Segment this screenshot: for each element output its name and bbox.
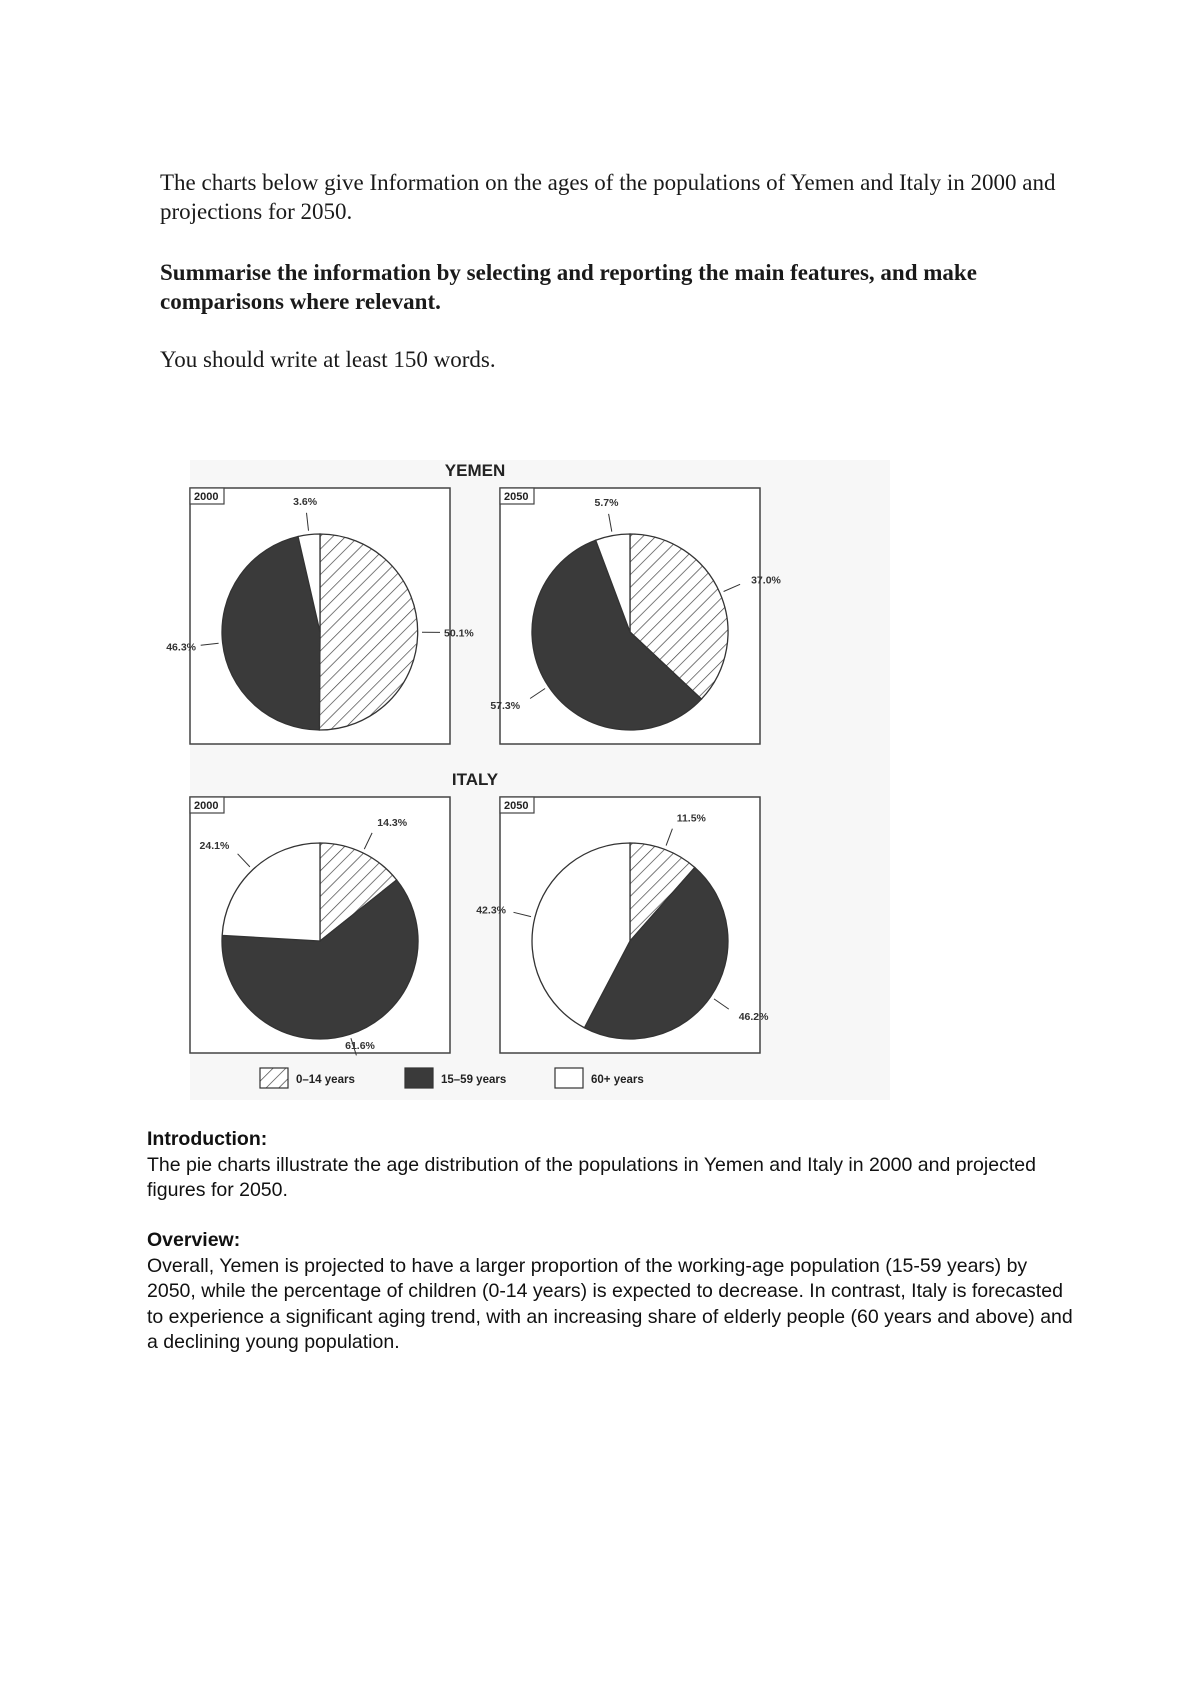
data-label-0-14-years: 37.0% — [751, 574, 781, 587]
data-label-15-59-years: 46.3% — [166, 641, 196, 654]
panel-year-label: 2050 — [504, 800, 529, 812]
pie-panel-italy-2000 — [190, 797, 450, 1055]
legend-swatch — [405, 1068, 433, 1088]
chart-group-title-yemen: YEMEN — [444, 461, 506, 480]
pie-panel-italy-2050 — [476, 797, 769, 1053]
legend-item-60-years — [555, 1068, 644, 1088]
overview-paragraph: Overall, Yemen is projected to have a larger proportion of the working-age population (15-59 years) by 2050, while the percentage of children (0-14 years) is expected to decrease. In contrast, Italy is forecasted to experience a significant aging trend, with an increasing share of elderly people (60 years and above) and a declining young population. — [147, 1254, 1073, 1353]
panel-year-label: 2050 — [504, 491, 529, 503]
data-label-0-14-years: 11.5% — [676, 812, 706, 825]
legend-swatch — [555, 1068, 583, 1088]
task-instruction-text: Summarise the information by selecting and reporting the main features, and make comparisons where relevant. — [160, 260, 977, 314]
pie-charts-svg — [166, 460, 890, 1100]
overview-heading: Overview: — [147, 1229, 241, 1251]
data-label-60-years: 42.3% — [476, 904, 506, 917]
essay-introduction — [147, 1127, 1077, 1204]
legend-item-15-59-years — [405, 1068, 506, 1088]
legend-label: 0–14 years — [296, 1074, 355, 1086]
data-label-60-years: 5.7% — [594, 497, 619, 510]
pie-panel-yemen-2000 — [166, 488, 474, 744]
task-word-count-text: You should write at least 150 words. — [160, 347, 496, 372]
data-label-15-59-years: 57.3% — [490, 700, 521, 713]
data-label-0-14-years: 50.1% — [444, 627, 474, 640]
legend-label: 60+ years — [591, 1074, 644, 1086]
introduction-heading: Introduction: — [147, 1128, 268, 1150]
panel-year-label: 2000 — [194, 800, 219, 812]
data-label-60-years: 3.6% — [293, 495, 318, 508]
legend-item-0-14-years — [260, 1068, 355, 1088]
pie-charts-figure — [166, 460, 890, 1100]
data-label-0-14-years: 14.3% — [377, 817, 408, 830]
data-label-15-59-years: 61.6% — [345, 1040, 375, 1052]
legend-swatch — [260, 1068, 288, 1088]
legend-label: 15–59 years — [441, 1074, 507, 1086]
task-intro-text: The charts below give Information on the ages of the populations of Yemen and Italy in 2000 and projections for 2050. — [160, 170, 1056, 224]
chart-group-title-italy: ITALY — [451, 770, 499, 789]
data-label-15-59-years: 46.2% — [738, 1010, 769, 1023]
introduction-paragraph: The pie charts illustrate the age distribution of the populations in Yemen and Italy in 2000 and projected figures for 2050. — [147, 1153, 1036, 1201]
essay-overview — [147, 1228, 1077, 1356]
data-label-60-years: 24.1% — [199, 840, 230, 853]
pie-panel-yemen-2050 — [490, 488, 781, 744]
panel-year-label: 2000 — [194, 491, 219, 503]
